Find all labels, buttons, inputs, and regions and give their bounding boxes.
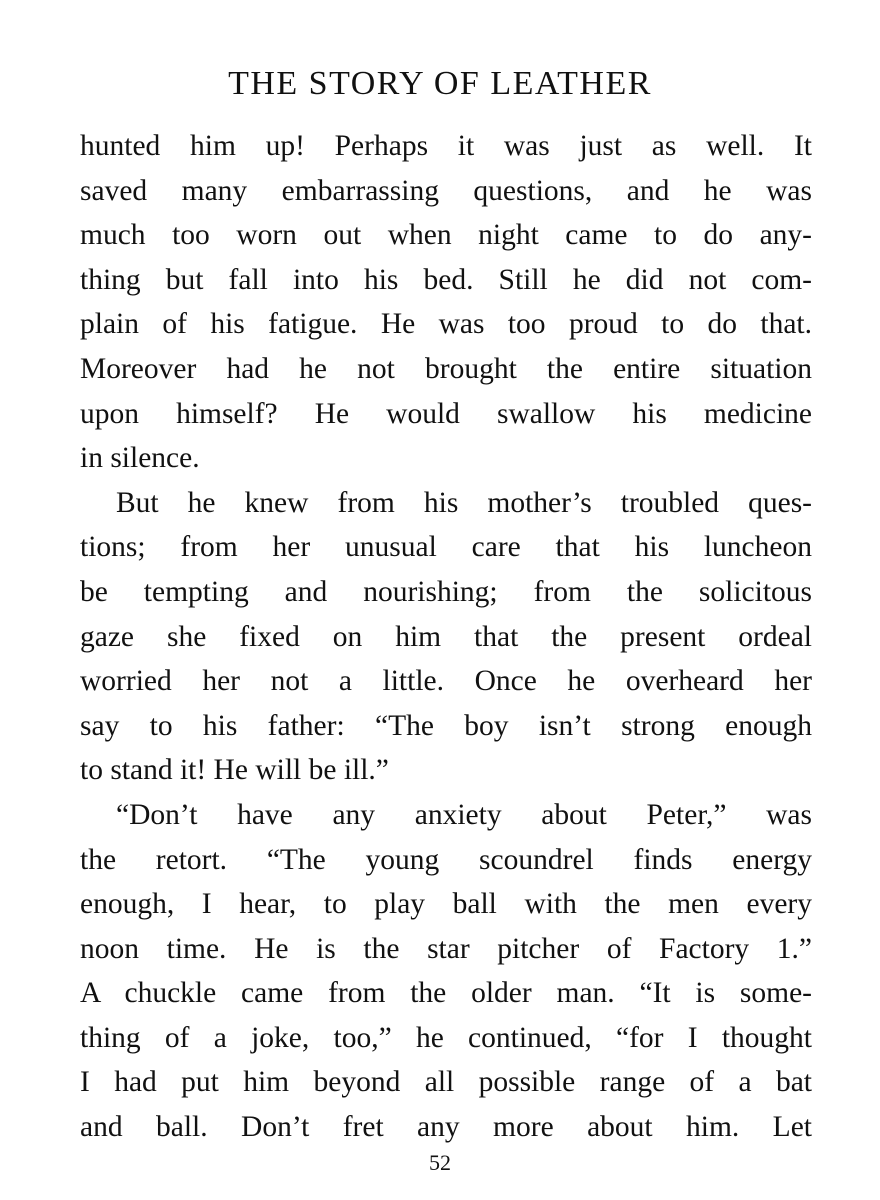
text-line: the retort. “The young scoundrel finds energy xyxy=(80,843,812,876)
page-number: 52 xyxy=(429,1150,451,1175)
text-line-paragraph-end: in silence. xyxy=(80,442,200,475)
text-line: thing but fall into his bed. Still he did not com- xyxy=(80,263,812,296)
text-line: thing of a joke, too,” he continued, “for I thought xyxy=(80,1021,812,1054)
text-line: upon himself? He would swallow his medicine xyxy=(80,397,812,430)
body-text xyxy=(80,124,812,1150)
text-line: gaze she fixed on him that the present ordeal xyxy=(80,620,812,653)
text-line: and ball. Don’t fret any more about him. Let xyxy=(80,1111,812,1144)
text-line: A chuckle came from the older man. “It is some- xyxy=(80,977,812,1010)
text-line: enough, I hear, to play ball with the men every xyxy=(80,888,812,921)
text-line: say to his father: “The boy isn’t strong enough xyxy=(80,709,812,742)
text-line: I had put him beyond all possible range of a bat xyxy=(80,1066,812,1099)
text-line: saved many embarrassing questions, and he was xyxy=(80,174,812,207)
text-line: worried her not a little. Once he overheard her xyxy=(80,665,812,698)
text-line-paragraph-start: But he knew from his mother’s troubled ques- xyxy=(116,486,812,519)
text-line: be tempting and nourishing; from the solicitous xyxy=(80,575,812,608)
text-line: Moreover had he not brought the entire situation xyxy=(80,352,812,385)
running-head: THE STORY OF LEATHER xyxy=(228,65,652,102)
text-line: noon time. He is the star pitcher of Factory 1.” xyxy=(80,932,812,965)
text-line: much too worn out when night came to do any- xyxy=(80,219,812,252)
text-line: hunted him up! Perhaps it was just as well. It xyxy=(80,130,812,162)
text-line: plain of his fatigue. He was too proud to do that. xyxy=(80,308,812,341)
text-line-paragraph-end: to stand it! He will be ill.” xyxy=(80,754,389,787)
text-line-paragraph-start: “Don’t have any anxiety about Peter,” was xyxy=(116,798,812,831)
text-line: tions; from her unusual care that his luncheon xyxy=(80,531,812,564)
